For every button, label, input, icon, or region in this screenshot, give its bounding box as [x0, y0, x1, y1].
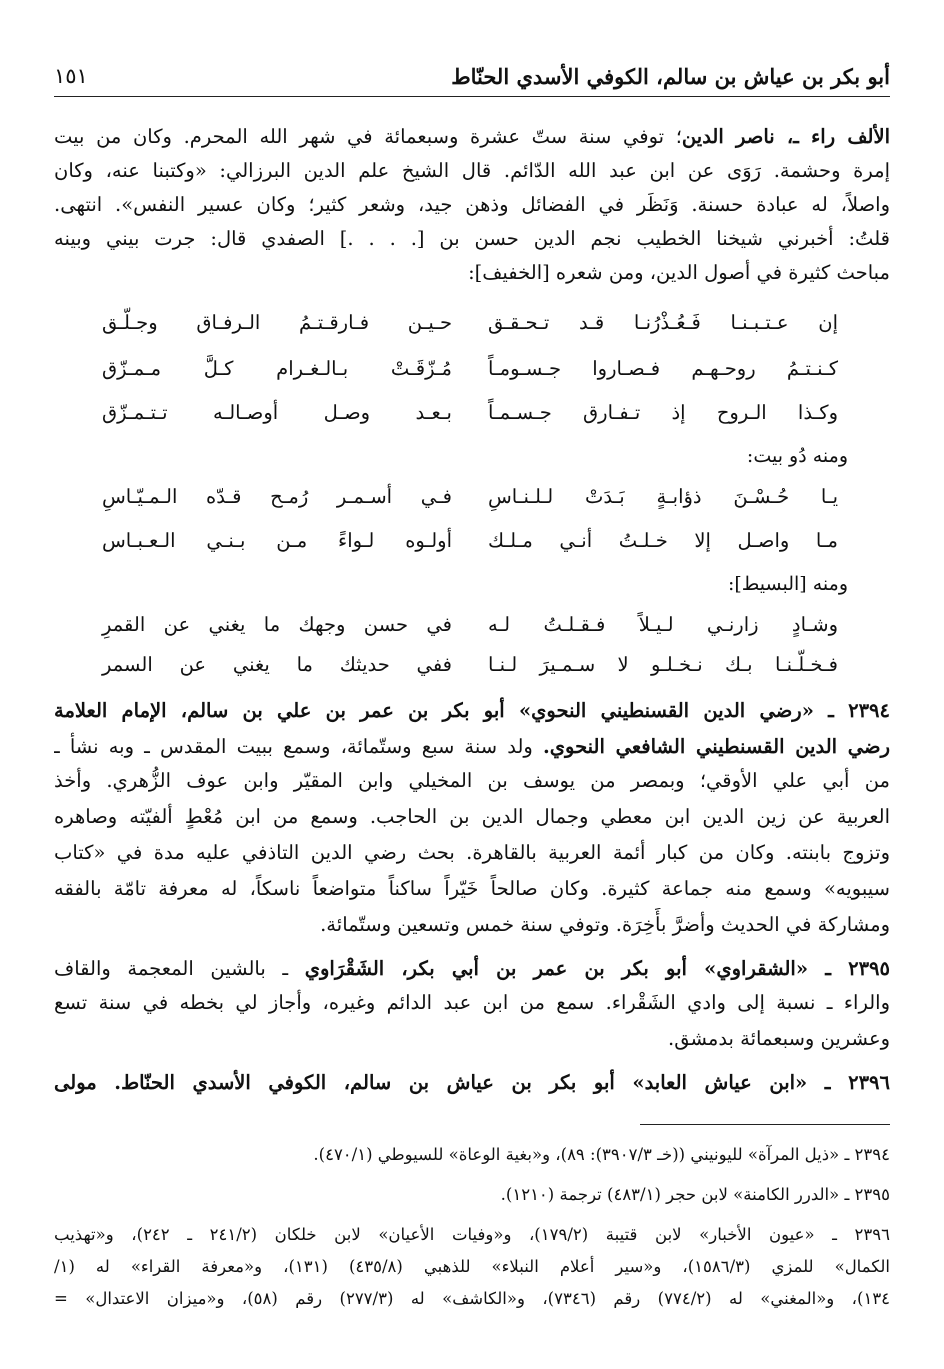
verse-hemistich-right: فـخـلّـنـا بـك نـخـلـو لا سـمـيرَ لـنـا: [488, 653, 838, 676]
entry-2394-line: وتزوج بابنته. وكان من كبار أئمة العربية بالقاهرة. بحث رضي الدين التاذفي عليه مدة في «كتاب: [54, 841, 890, 864]
body-line-3: واصلاً، له عبادة حسنة. وَنَظَر في الفضائل وذهن جيد، وشعر كثير؛ وكان عسير النفس». انتهى.: [54, 193, 890, 216]
verse-row: [54, 478, 890, 516]
running-title: أبو بكر بن عياش بن سالم، الكوفي الأسدي الحنّاط: [451, 63, 890, 89]
footnote-2394: ٢٣٩٤ ـ «ذيل المرآة» لليونيني ((خـ ٣٩٠٧/٣): ٨٩)، و«بغية الوعاة» للسيوطي (٤٧٠/١).: [313, 1145, 890, 1164]
body-text: ـ بالشين المعجمة والقاف: [54, 957, 305, 980]
page-number: ١٥١: [54, 64, 88, 88]
verse-hemistich-right: وشـادٍ زارنـي لـيـلاً فـقـلـتُ لـه: [488, 613, 838, 636]
verse-hemistich-left: في حسن وجهك ما يغني عن القمرِ: [102, 613, 452, 636]
footnote-2396: ٢٣٩٦ ـ «عيون الأخبار» لابن قتيبة (١٧٩/٢)، و«وفيات الأعيان» لابن خلكان (٢٤١/٢ ـ ٢٤٢)، و«تهذيب: [54, 1225, 890, 1244]
verse-hemistich-right: كـنـتـمُ روحـهـم فـصـاروا جـسـومـاً: [488, 357, 838, 380]
body-line-1: [54, 120, 890, 154]
bold-phrase: الألف راء ـ، ناصر الدين: [681, 125, 890, 148]
verse-hemistich-right: مـا واصـل إلا خـلـتُ أنـي مـلـك: [488, 529, 838, 552]
bold-phrase: ٢٣٩٥ ـ «الشقراوي» أبو بكر بن عمر بن أبي بكر، الشَقْرَاوي: [304, 957, 890, 980]
bold-phrase: رضي الدين القسنطيني الشافعي النحوي.: [542, 735, 890, 758]
footnote-2396-cont: ١٣٤)، و«المغني» له (٧٧٤/٢) رقم (٧٣٤٦)، و«الكاشف» له (٢٧٧/٣) رقم (٥٨)، و«ميزان الاعتدال» =: [54, 1289, 890, 1308]
entry-2395-line: وعشرين وسبعمائة بدمشق.: [668, 1027, 890, 1050]
header-divider: [54, 96, 890, 97]
entry-2395-heading: [54, 952, 890, 986]
entry-2394-line: ومشاركة في الحديث وأضرَّ بأَخِرَة. وتوفي سنة خمس وتسعين وستّمائة.: [320, 913, 890, 936]
entry-2394-line: [54, 730, 890, 764]
body-line-5: مباحث كثيرة في أصول الدين، ومن شعره [الخفيف]:: [468, 261, 890, 284]
verse-row: [54, 522, 890, 560]
body-text: ولد سنة سبع وستّمائة، وسمع ببيت المقدس ـ وبه نشأ ـ: [54, 735, 543, 758]
body-text: ؛ توفي سنة ستّ عشرة وسبعمائة في شهر الله المحرم. وكان من بيت: [54, 125, 682, 148]
body-line-4: قلتُ: أخبرني شيخنا الخطيب نجم الدين حسن بن [. . . .] الصفدي قال: جرت بيني وبينه: [54, 227, 890, 250]
entry-2394-line: سيبويه» وسمع منه جماعة كثيرة. وكان صالحاً خَيّراً ساكناً متواضعاً ناسكاً، له معرفة تامّة بالفقه: [54, 877, 890, 900]
verse-row: [54, 304, 890, 342]
verse-row: [54, 350, 890, 388]
verse-hemistich-left: بـعـد وصـل أوصـالـه تـتـمـزّق: [102, 401, 452, 424]
verse-row: [54, 606, 890, 644]
verse-row: [54, 394, 890, 432]
entry-2396-heading: ٢٣٩٦ ـ «ابن عياش العابد» أبو بكر بن عياش بن سالم، الكوفي الأسدي الحنّاط. مولى: [54, 1071, 890, 1094]
verse-hemistich-right: يـا حُـسْـنَ ذؤابـةٍ بَـدَتْ لـلـنـاسِ: [488, 485, 838, 508]
verse-hemistich-left: مُـزّقَـتْ بـالـغـرام كـلَّ مـمـزّق: [102, 357, 452, 380]
entry-2395-line: والراء ـ نسبة إلى وادي الشَقْراء. سمع من ابن عبد الدائم وغيره، وأجاز لي بخطه في سنة تسع: [54, 991, 890, 1014]
verse-hemistich-right: إن عـتـبـنـا فَـعُـذْرُنـا قـد تـحـقـق: [488, 311, 838, 334]
body-line-2: إمرة وحشمة. رَوَى عن ابن عبد الله الدّائم. قال الشيخ علم الدين البرزالي: «وكتبنا عنه، وكان: [54, 159, 890, 182]
entry-2394-line: من أبي علي الأوقي؛ وبمصر من يوسف بن المخيلي وابن المقيّر وابن عوف الزُّهري. وأخذ: [54, 769, 890, 792]
verse-hemistich-left: ففي حديثك ما يغني عن السمر: [102, 653, 452, 676]
verse-hemistich-left: فـي أسـمـر رُمـح قـدّه الـمـيّـاسِ: [102, 485, 452, 508]
poem-intro: ومنه [البسيط]:: [727, 573, 848, 595]
footnote-2395: ٢٣٩٥ ـ «الدرر الكامنة» لابن حجر (٤٨٣/١) ترجمة (١٢١٠).: [500, 1185, 890, 1204]
poem-intro: ومنه دُو بيت:: [746, 445, 848, 467]
entry-2394-line: العربية عن زين الدين ابن معطي وجمال الدين بن الحاجب. وسمع من ابن مُعْطٍ ألفيّته وصاهره: [54, 805, 890, 828]
running-header: [54, 58, 890, 94]
entry-2394-heading: ٢٣٩٤ ـ «رضي الدين القسنطيني النحوي» أبو بكر بن عمر بن علي بن سالم، الإمام العلامة: [54, 699, 890, 722]
verse-row: [54, 646, 890, 684]
verse-hemistich-right: وكـذا الـروح إذ تـفـارق جـسـمـاً: [488, 401, 838, 424]
footnote-divider: [640, 1124, 890, 1125]
verse-hemistich-left: أولـوه لـواءً مـن بـنـي الـعـبـاس: [102, 529, 452, 552]
footnote-2396-cont: الكمال» للمزي (١٥٨٦/٣)، و«سير أعلام النبلاء» للذهبي (٤٣٥/٨) (١٣١)، و«معرفة القراء» له (١/: [54, 1257, 890, 1276]
verse-hemistich-left: حـيـن فـارقـتـمُ الـرفـاق وجـلّـق: [102, 311, 452, 334]
